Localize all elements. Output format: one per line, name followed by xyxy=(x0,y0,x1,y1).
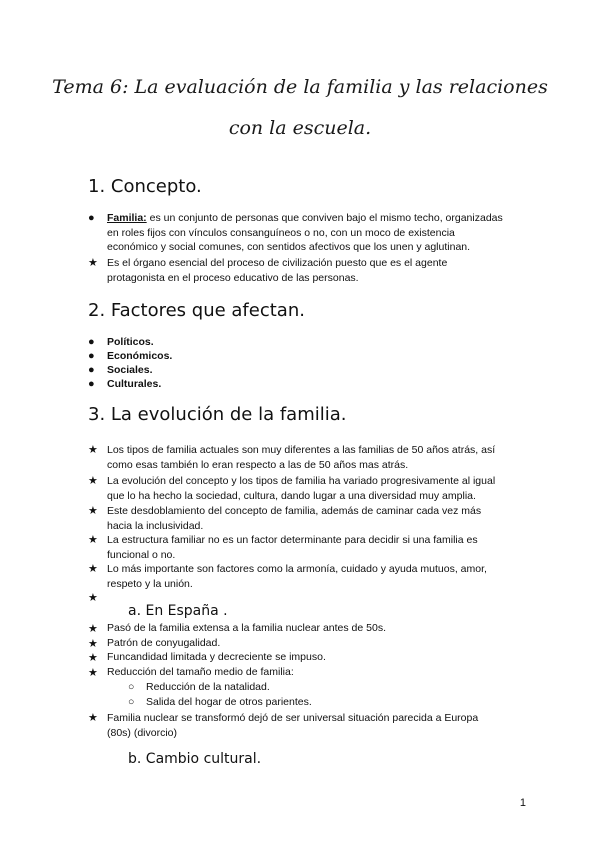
list-item: Económicos. xyxy=(107,350,173,362)
star-icon: ★ xyxy=(88,638,98,650)
star-icon: ★ xyxy=(88,475,98,487)
list-item: Culturales. xyxy=(107,378,162,390)
star-icon: ★ xyxy=(88,623,98,635)
bullet-dot-icon: ● xyxy=(88,378,95,390)
bullet-dot-icon: ● xyxy=(88,212,95,224)
page-title: Tema 6: La evaluación de la familia y las relaciones xyxy=(52,76,548,98)
section-heading-evolucion: 3. La evolución de la familia. xyxy=(88,404,347,425)
list-item: Salida del hogar de otros parientes. xyxy=(146,696,312,708)
list-item: Los tipos de familia actuales son muy diferentes a las familias de 50 años atrás, así como esas también lo eran respecto a las de 50 años mas atrás. xyxy=(107,444,496,471)
list-item: Funcandidad limitada y decreciente se impuso. xyxy=(107,651,326,663)
list-item: Sociales. xyxy=(107,364,153,376)
star-icon: ★ xyxy=(88,257,98,269)
bullet-dot-icon: ● xyxy=(88,364,95,376)
circle-bullet-icon: ○ xyxy=(128,681,135,693)
subsection-heading-cambio-cultural: b. Cambio cultural. xyxy=(128,751,262,767)
bullet-dot-icon: ● xyxy=(88,336,95,348)
star-icon: ★ xyxy=(88,563,98,575)
list-item: Lo más importante son factores como la armonía, cuidado y ayuda mutuos, amor, respeto y la unión. xyxy=(107,563,487,590)
list-item: Este desdoblamiento del concepto de familia, además de caminar cada vez más hacia la inclusividad. xyxy=(107,505,482,532)
subsection-heading-espana: a. En España . xyxy=(128,603,228,619)
list-item: Familia nuclear se transformó dejó de ser universal situación parecida a Europa (80s) (divorcio) xyxy=(107,712,479,739)
star-icon: ★ xyxy=(88,444,98,456)
star-icon: ★ xyxy=(88,712,98,724)
list-item: La evolución del concepto y los tipos de familia ha variado progresivamente al igual que lo ha hecho la sociedad, cultura, dando lugar a una diversidad muy amplia. xyxy=(107,475,496,502)
star-icon: ★ xyxy=(88,592,98,604)
list-item: Patrón de conyugalidad. xyxy=(107,637,221,649)
list-item: La estructura familiar no es un factor determinante para decidir si una familia es funcional o no. xyxy=(107,534,478,561)
list-item: Pasó de la familia extensa a la familia nuclear antes de 50s. xyxy=(107,622,386,634)
bullet-dot-icon: ● xyxy=(88,350,95,362)
page-number: 1 xyxy=(519,797,526,809)
page-title-continued: con la escuela. xyxy=(228,117,372,139)
star-icon: ★ xyxy=(88,652,98,664)
circle-bullet-icon: ○ xyxy=(128,696,135,708)
paragraph-familia: Familia: es un conjunto de personas que conviven bajo el mismo techo, organizadas en roles fijos con vínculos consanguíneos o no, con un moco de existencia económico y social comunes, con sentidos afectivos que los unen y aglutinan. xyxy=(107,212,503,254)
section-heading-factores: 2. Factores que afectan. xyxy=(88,300,305,321)
star-icon: ★ xyxy=(88,534,98,546)
list-item: Reducción de la natalidad. xyxy=(146,681,270,693)
term-familia: Familia: xyxy=(107,212,147,224)
list-item: Reducción del tamaño medio de familia: xyxy=(107,666,294,678)
paragraph-organo: Es el órgano esencial del proceso de civilización puesto que es el agente protagonista en el proceso educativo de las personas. xyxy=(107,257,448,284)
star-icon: ★ xyxy=(88,505,98,517)
star-icon: ★ xyxy=(88,667,98,679)
section-heading-concepto: 1. Concepto. xyxy=(88,176,202,197)
list-item: Políticos. xyxy=(107,336,154,348)
